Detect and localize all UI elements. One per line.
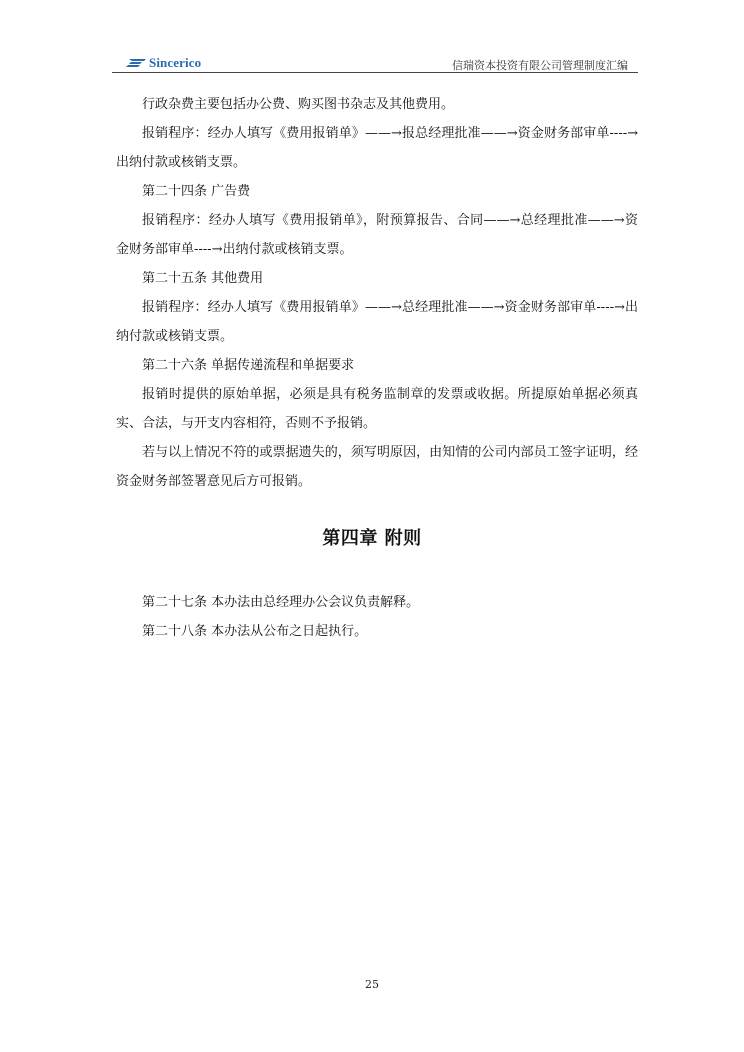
header-divider (112, 72, 638, 73)
page-number: 25 (365, 978, 379, 991)
article-heading: 第二十五条 其他费用 (142, 271, 264, 286)
article-heading: 第二十四条 广告费 (142, 184, 251, 199)
sincerico-logo-icon (126, 57, 148, 69)
paragraph: 报销程序：经办人填写《费用报销单》，附预算报告、合同——→总经理批准——→资金财务部审单----→出纳付款或核销支票。 (116, 213, 638, 257)
paragraph: 报销时提供的原始单据，必须是具有税务监制章的发票或收据。所提原始单据必须真实、合法，与开支内容相符，否则不予报销。 (116, 387, 638, 431)
paragraph: 报销程序：经办人填写《费用报销单》——→总经理批准——→资金财务部审单----→出纳付款或核销支票。 (116, 300, 638, 344)
company-logo (126, 54, 201, 72)
article: 第二十七条 本办法由总经理办公会议负责解释。 (142, 595, 420, 610)
document-collection-title: 信瑞资本投资有限公司管理制度汇编 (452, 59, 628, 72)
paragraph: 若与以上情况不符的或票据遗失的，须写明原因，由知情的公司内部员工签字证明，经资金财务部签署意见后方可报销。 (116, 445, 638, 489)
body-text (116, 90, 638, 496)
article: 第二十八条 本办法从公布之日起执行。 (142, 624, 368, 639)
paragraph: 行政杂费主要包括办公费、购买图书杂志及其他费用。 (142, 97, 455, 112)
paragraph: 报销程序：经办人填写《费用报销单》——→报总经理批准——→资金财务部审单----→出纳付款或核销支票。 (116, 126, 638, 170)
article-heading: 第二十六条 单据传递流程和单据要求 (142, 358, 355, 373)
logo-text: Sincerico (149, 55, 202, 70)
chapter-title: 第四章 附则 (322, 528, 422, 549)
chapter-articles (116, 588, 638, 646)
page-header (112, 52, 638, 74)
